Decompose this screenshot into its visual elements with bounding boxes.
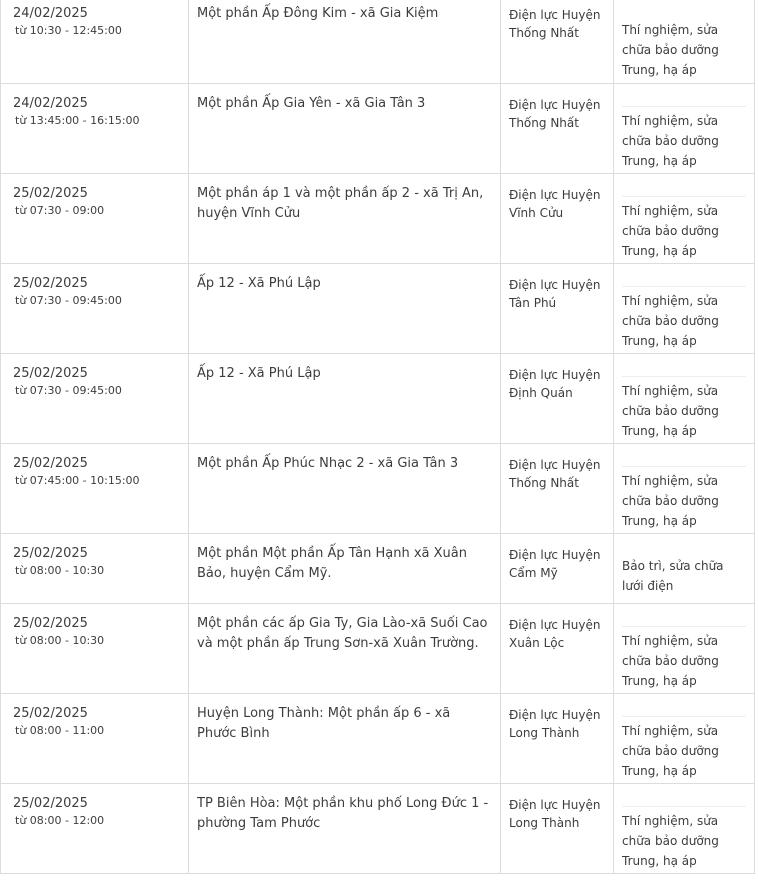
- datetime-cell: [1, 174, 189, 264]
- table-row: [1, 354, 755, 444]
- table-row: [1, 264, 755, 354]
- outage-time: từ 08:00 - 11:00: [15, 724, 105, 737]
- reason-cell: [614, 604, 755, 694]
- reason-cell: [614, 354, 755, 444]
- outage-date: 25/02/2025: [13, 276, 88, 291]
- power-unit: Điện lực Huyện Cẩm Mỹ: [509, 548, 601, 580]
- outage-reason: Thí nghiệm, sửa chữa bảo dưỡng Trung, hạ áp: [622, 724, 719, 778]
- outage-reason: Thí nghiệm, sửa chữa bảo dưỡng Trung, hạ áp: [622, 114, 719, 168]
- outage-reason: Thí nghiệm, sửa chữa bảo dưỡng Trung, hạ áp: [622, 634, 719, 688]
- unit-cell: [501, 784, 614, 874]
- area-cell: [189, 694, 501, 784]
- outage-date: 25/02/2025: [13, 186, 88, 201]
- outage-reason: Bảo trì, sửa chữa lưới điện: [622, 559, 724, 593]
- area-cell: [189, 84, 501, 174]
- outage-reason: Thí nghiệm, sửa chữa bảo dưỡng Trung, hạ áp: [622, 204, 719, 258]
- unit-cell: [501, 444, 614, 534]
- table-row: [1, 0, 755, 84]
- outage-reason: Thí nghiệm, sửa chữa bảo dưỡng Trung, hạ áp: [622, 384, 719, 438]
- datetime-cell: [1, 264, 189, 354]
- outage-reason: Thí nghiệm, sửa chữa bảo dưỡng Trung, hạ áp: [622, 474, 719, 528]
- reason-cell: [614, 534, 755, 604]
- outage-area: Một phần Một phần Ấp Tân Hạnh xã Xuân Bảo, huyện Cẩm Mỹ.: [197, 546, 467, 581]
- outage-area: Một phần Ấp Đông Kim - xã Gia Kiệm: [197, 6, 439, 21]
- unit-cell: [501, 694, 614, 784]
- outage-area: Ấp 12 - Xã Phú Lập: [197, 366, 321, 381]
- power-unit: Điện lực Huyện Định Quán: [509, 368, 601, 400]
- outage-area: Một phần các ấp Gia Ty, Gia Lào-xã Suối Cao và một phần ấp Trung Sơn-xã Xuân Trường.: [197, 616, 488, 651]
- table-row: [1, 84, 755, 174]
- area-cell: [189, 444, 501, 534]
- outage-time: từ 13:45:00 - 16:15:00: [15, 114, 140, 127]
- datetime-cell: [1, 354, 189, 444]
- power-unit: Điện lực Huyện Tân Phú: [509, 278, 601, 310]
- outage-reason: Thí nghiệm, sửa chữa bảo dưỡng Trung, hạ áp: [622, 23, 719, 77]
- area-cell: [189, 0, 501, 84]
- power-unit: Điện lực Huyện Xuân Lộc: [509, 618, 601, 650]
- area-cell: [189, 354, 501, 444]
- datetime-cell: [1, 694, 189, 784]
- datetime-cell: [1, 784, 189, 874]
- table-row: [1, 174, 755, 264]
- reason-cell: [614, 444, 755, 534]
- outage-date: 25/02/2025: [13, 456, 88, 471]
- unit-cell: [501, 604, 614, 694]
- outage-time: từ 08:00 - 12:00: [15, 814, 105, 827]
- datetime-cell: [1, 84, 189, 174]
- area-cell: [189, 784, 501, 874]
- power-unit: Điện lực Huyện Thống Nhất: [509, 98, 601, 130]
- table-row: [1, 604, 755, 694]
- outage-reason: Thí nghiệm, sửa chữa bảo dưỡng Trung, hạ áp: [622, 294, 719, 348]
- power-unit: Điện lực Huyện Vĩnh Cửu: [509, 188, 601, 220]
- power-unit: Điện lực Huyện Thống Nhất: [509, 8, 601, 40]
- table-row: [1, 694, 755, 784]
- unit-cell: [501, 0, 614, 84]
- outage-area: Ấp 12 - Xã Phú Lập: [197, 276, 321, 291]
- area-cell: [189, 534, 501, 604]
- datetime-cell: [1, 444, 189, 534]
- unit-cell: [501, 534, 614, 604]
- outage-date: 24/02/2025: [13, 96, 88, 111]
- area-cell: [189, 604, 501, 694]
- unit-cell: [501, 354, 614, 444]
- outage-date: 25/02/2025: [13, 706, 88, 721]
- reason-cell: [614, 264, 755, 354]
- power-unit: Điện lực Huyện Long Thành: [509, 708, 601, 740]
- outage-time: từ 10:30 - 12:45:00: [15, 24, 122, 37]
- outage-area: Một phần Ấp Gia Yên - xã Gia Tân 3: [197, 96, 426, 111]
- outage-date: 25/02/2025: [13, 616, 88, 631]
- outage-date: 25/02/2025: [13, 366, 88, 381]
- table-row: [1, 534, 755, 604]
- outage-date: 25/02/2025: [13, 546, 88, 561]
- power-unit: Điện lực Huyện Thống Nhất: [509, 458, 601, 490]
- outage-date: 25/02/2025: [13, 796, 88, 811]
- datetime-cell: [1, 534, 189, 604]
- outage-area: Một phần áp 1 và một phần ấp 2 - xã Trị An, huyện Vĩnh Cửu: [197, 186, 484, 221]
- power-unit: Điện lực Huyện Long Thành: [509, 798, 601, 830]
- table-row: [1, 784, 755, 874]
- outage-time: từ 08:00 - 10:30: [15, 634, 105, 647]
- datetime-cell: [1, 604, 189, 694]
- outage-time: từ 08:00 - 10:30: [15, 564, 105, 577]
- outage-reason: Thí nghiệm, sửa chữa bảo dưỡng Trung, hạ áp: [622, 814, 719, 868]
- outage-time: từ 07:30 - 09:00: [15, 204, 105, 217]
- unit-cell: [501, 84, 614, 174]
- outage-date: 24/02/2025: [13, 6, 88, 21]
- outage-area: Huyện Long Thành: Một phần ấp 6 - xã Phước Bình: [197, 706, 451, 741]
- unit-cell: [501, 174, 614, 264]
- area-cell: [189, 264, 501, 354]
- reason-cell: [614, 0, 755, 84]
- unit-cell: [501, 264, 614, 354]
- area-cell: [189, 174, 501, 264]
- outage-time: từ 07:45:00 - 10:15:00: [15, 474, 140, 487]
- outage-area: TP Biên Hòa: Một phần khu phố Long Đức 1 - phường Tam Phước: [197, 796, 489, 831]
- reason-cell: [614, 784, 755, 874]
- outage-time: từ 07:30 - 09:45:00: [15, 294, 122, 307]
- table-row: [1, 444, 755, 534]
- outage-time: từ 07:30 - 09:45:00: [15, 384, 122, 397]
- datetime-cell: [1, 0, 189, 84]
- reason-cell: [614, 694, 755, 784]
- reason-cell: [614, 84, 755, 174]
- outage-area: Một phần Ấp Phúc Nhạc 2 - xã Gia Tân 3: [197, 456, 459, 471]
- reason-cell: [614, 174, 755, 264]
